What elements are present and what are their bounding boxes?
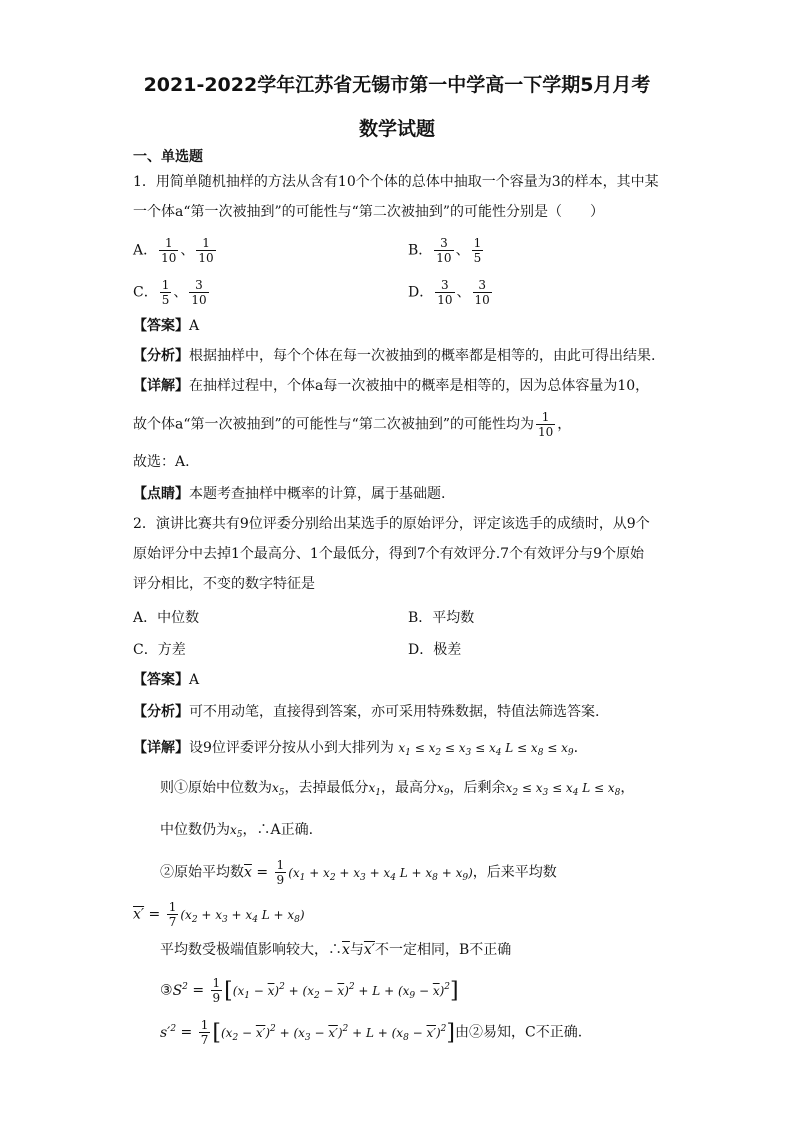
q2-option-d: D．极差 (408, 642, 462, 658)
q2-answer: 【答案】A (133, 672, 200, 688)
q2-step7: $s'^2$ = $\frac{1}{7}$ $[(x_2 - x')^2 + (x_3 - x')^2 + L + (x_8 - x')^2]$由②易知，C不正确. (160, 1018, 583, 1047)
q2-step4: x′ = $\frac{1}{7}$ ($x_2 + x_3 + x_4$ $L + x_8$) (133, 900, 305, 929)
q1-comment: 【点睛】本题考查抽样中概率的计算，属于基础题. (133, 486, 446, 502)
q1-option-d: D． $\frac{3}{10}$ 、 $\frac{3}{10}$ (408, 278, 490, 307)
q2-step6: $③S^2$ = $\frac{1}{9}$ $[(x_1 - \overline{x})^2 + (x_2 - \overline{x})^2 + L + (x_9 - \overline{x})^2]$ (160, 976, 459, 1005)
q1-option-c: C． $\frac{1}{5}$ 、 $\frac{3}{10}$ (133, 278, 207, 307)
q2-option-b: B．平均数 (408, 610, 475, 626)
q2-option-c: C．方差 (133, 642, 186, 658)
section-heading: 一、单选题 (133, 149, 203, 165)
q2-step1: 则①原始中位数为$x_5$，去掉最低分$x_1$，最高分$x_9$，后剩余$x_2 \le x_3 \le x_4$ $L \le x_8$， (160, 780, 635, 798)
q2-stem-line2: 原始评分中去掉1个最高分、1个最低分，得到7个有效评分.7个有效评分与9个原始 (133, 546, 644, 562)
q1-detail-line1: 【详解】在抽样过程中，个体a每一次被抽中的概率是相等的，因为总体容量为10， (133, 378, 650, 394)
q1-answer: 【答案】A (133, 318, 200, 334)
q1-detail-line2: 故个体a“第一次被抽到”的可能性与“第二次被抽到”的可能性均为 $\frac{1}{10}$ ， (133, 410, 572, 439)
q2-step2: 中位数仍为$x_5$，∴A正确. (160, 822, 314, 840)
q1-choose: 故选：A. (133, 454, 190, 470)
q1-stem-line1: 1．用简单随机抽样的方法从含有10个个体的总体中抽取一个容量为3的样本，其中某 (133, 174, 659, 190)
q2-detail-intro: 【详解】设9位评委评分按从小到大排列为 $x_1 \le x_2 \le x_3 \le x_4$ $L \le x_8 \le x_9$. (133, 740, 579, 758)
q2-step5: 平均数受极端值影响较大，$\therefore\overline{x}$与x′不一定相同，B不正确 (160, 942, 512, 958)
q2-stem-line1: 2．演讲比赛共有9位评委分别给出某选手的原始评分，评定该选手的成绩时，从9个 (133, 516, 650, 532)
q2-stem-line3: 评分相比，不变的数字特征是 (133, 576, 315, 592)
q2-analysis: 【分析】可不用动笔，直接得到答案，亦可采用特殊数据，特值法筛选答案. (133, 704, 600, 720)
q2-option-a: A．中位数 (133, 610, 200, 626)
q2-step3: ②原始平均数$\overline{x}$ = $\frac{1}{9}$ ($x_1 + x_2 + x_3 + x_4$ $L + x_8 + x_9$)，后来平均数 (160, 858, 557, 887)
page-title: 2021-2022学年江苏省无锡市第一中学高一下学期5月月考 (143, 74, 651, 96)
q1-option-a: A． $\frac{1}{10}$ 、 $\frac{1}{10}$ (133, 236, 214, 265)
q1-option-b: B． $\frac{3}{10}$ 、 $\frac{1}{5}$ (408, 236, 482, 265)
q1-stem-line2: 一个体a“第一次被抽到”的可能性与“第二次被抽到”的可能性分别是（ ） (133, 204, 604, 220)
page-subtitle: 数学试题 (358, 118, 435, 140)
q1-analysis: 【分析】根据抽样中，每个个体在每一次被抽到的概率都是相等的，由此可得出结果. (133, 348, 656, 364)
